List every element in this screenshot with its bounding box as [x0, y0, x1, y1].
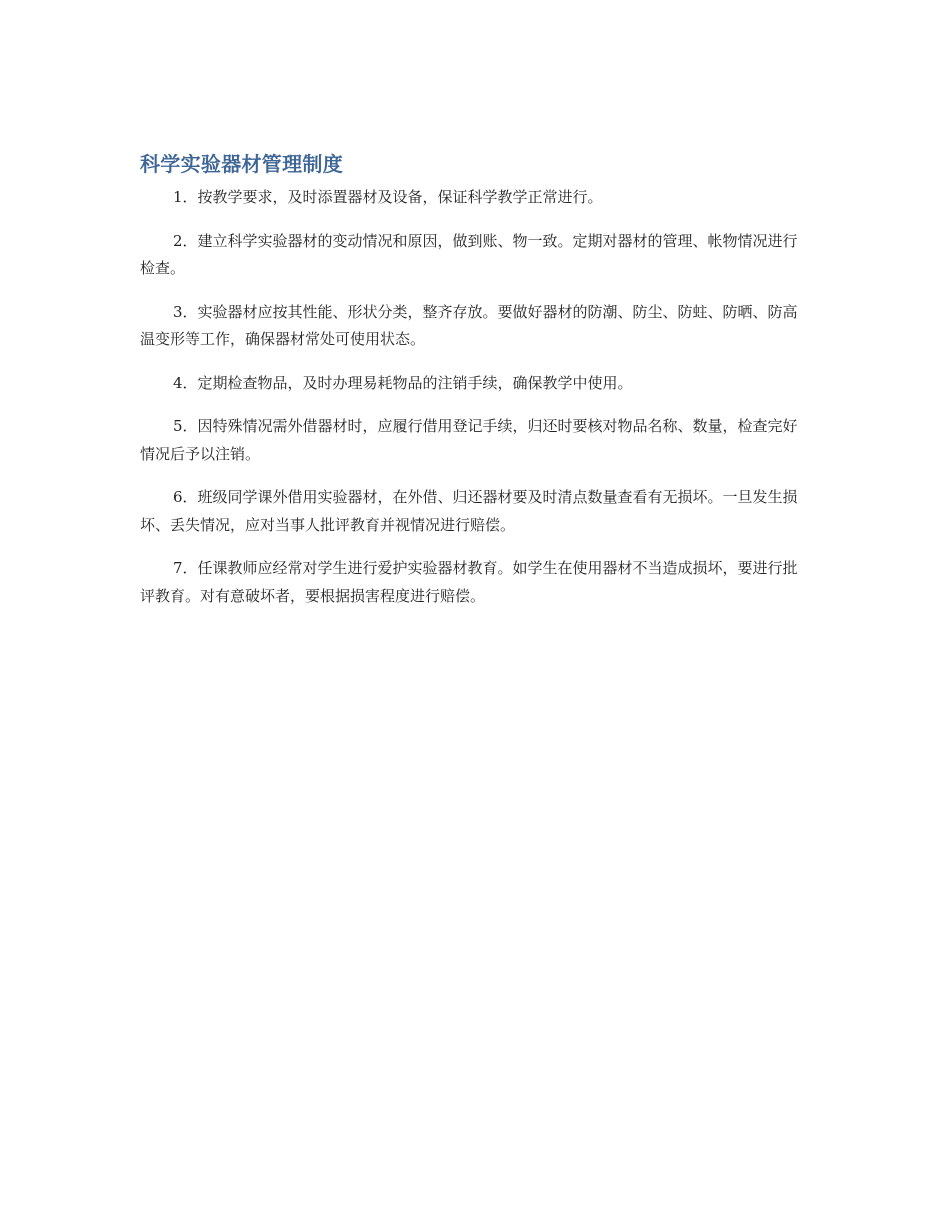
rule-text: 按教学要求，及时添置器材及设备，保证科学教学正常进行。: [197, 188, 603, 206]
rule-text: 任课教师应经常对学生进行爱护实验器材教育。如学生在使用器材不当造成损坏，要进行批评教育。对有意破坏者，要根据损害程度进行赔偿。: [140, 559, 798, 605]
rule-text: 定期检查物品，及时办理易耗物品的注销手续，确保教学中使用。: [197, 373, 633, 392]
document-title: 科学实验器材管理制度: [140, 152, 343, 176]
rule-list: [140, 184, 805, 610]
rule-number: 2．: [173, 231, 198, 250]
document-content: [140, 148, 805, 626]
rule-text: 因特殊情况需外借器材时，应履行借用登记手续，归还时要核对物品名称、数量，检查完好情况后予以注销。: [140, 417, 798, 463]
rule-number: 5．: [173, 417, 198, 435]
rule-item-1: [140, 184, 805, 212]
rule-text: 实验器材应按其性能、形状分类，整齐存放。要做好器材的防潮、防尘、防蛀、防晒、防高温变形等工作，确保器材常处可使用状态。: [140, 302, 798, 348]
rule-item-7: [140, 555, 805, 610]
rule-item-4: [140, 370, 805, 398]
rule-item-6: [140, 484, 805, 539]
rule-number: 7．: [173, 559, 198, 577]
rule-number: 4．: [173, 373, 198, 392]
rule-item-2: [140, 228, 805, 283]
rule-item-5: [140, 413, 805, 468]
rule-text: 班级同学课外借用实验器材，在外借、归还器材要及时清点数量查看有无损坏。一旦发生损坏、丢失情况，应对当事人批评教育并视情况进行赔偿。: [140, 488, 798, 534]
rule-number: 3．: [173, 302, 198, 321]
rule-item-3: [140, 299, 805, 354]
rule-number: 1．: [173, 188, 198, 206]
rule-number: 6．: [173, 488, 198, 506]
rule-text: 建立科学实验器材的变动情况和原因，做到账、物一致。定期对器材的管理、帐物情况进行检查。: [140, 231, 798, 277]
